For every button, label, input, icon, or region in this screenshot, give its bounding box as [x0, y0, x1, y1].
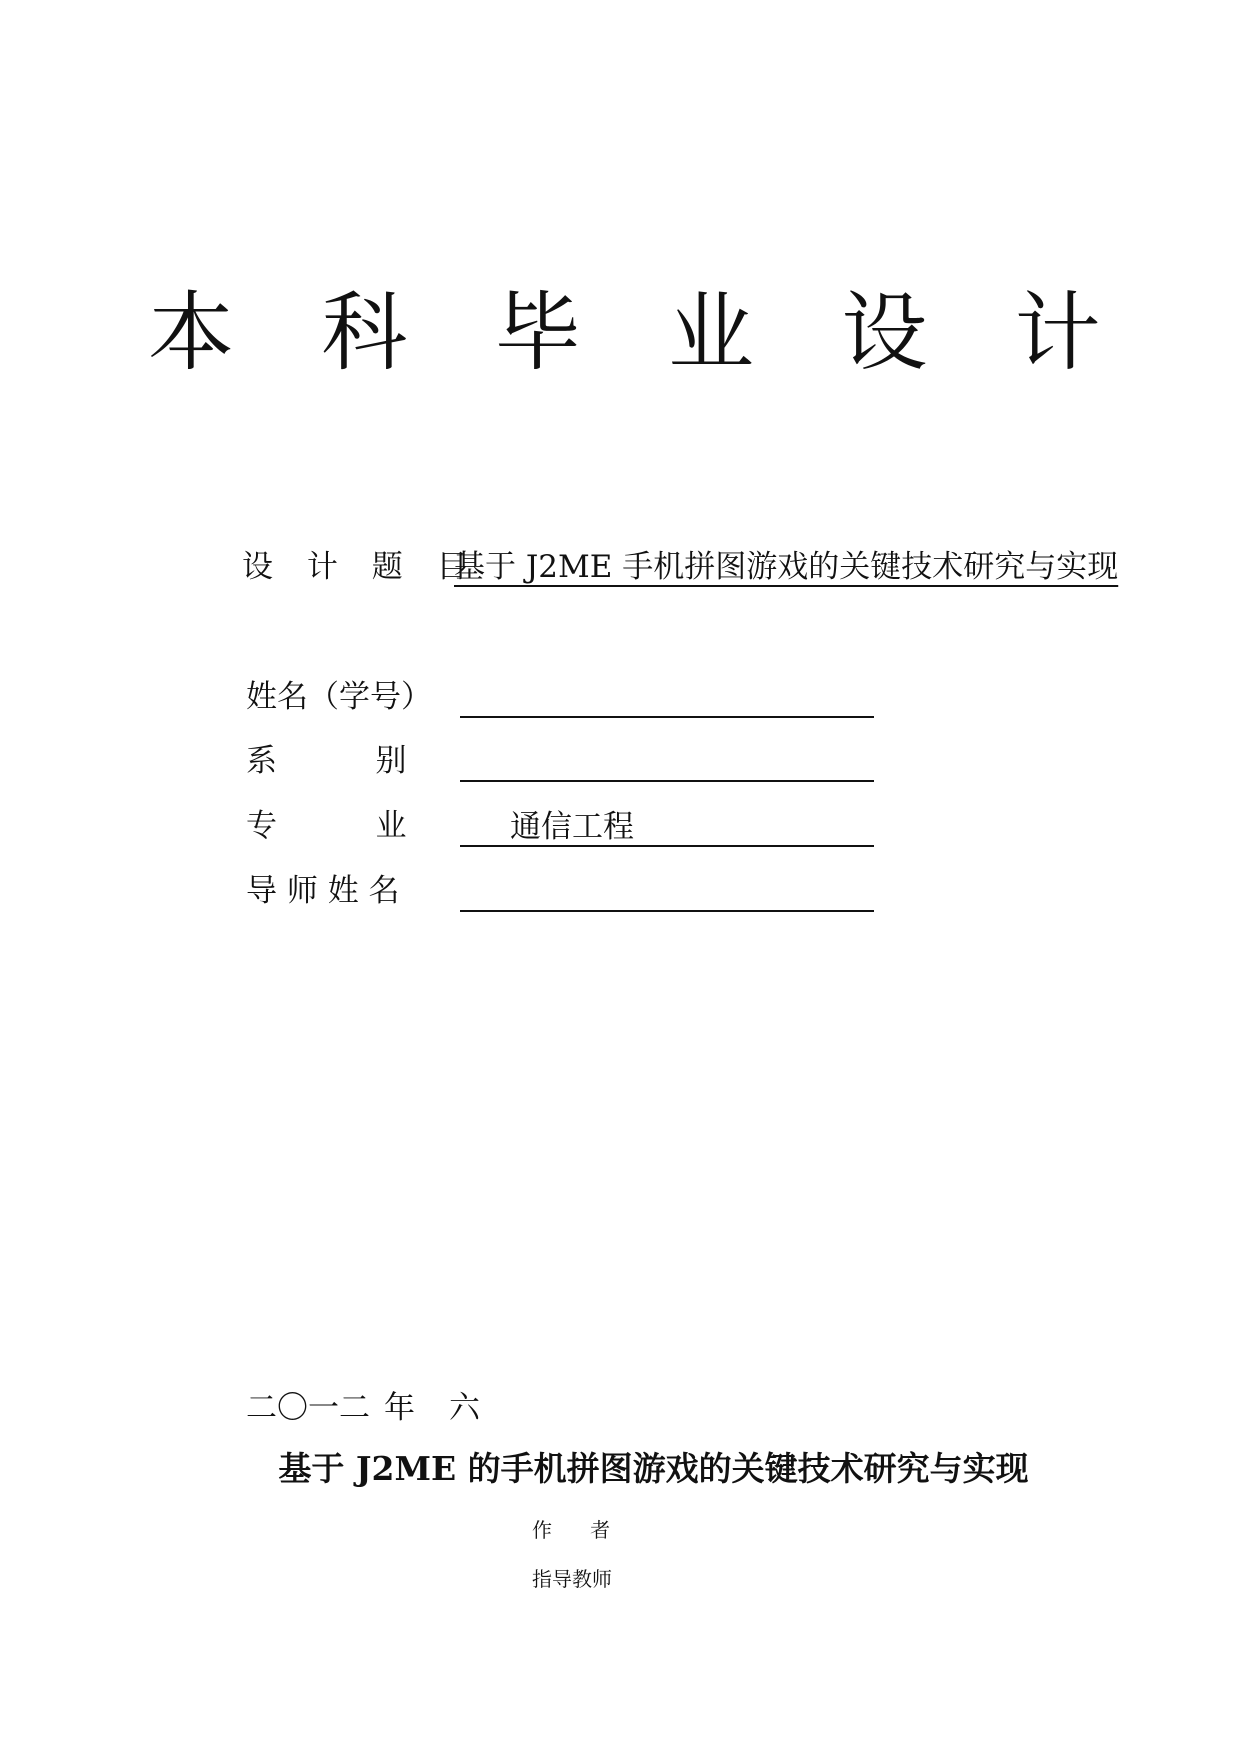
field-line-department: [460, 732, 874, 782]
cover-date: [246, 1390, 480, 1426]
field-label-advisor-text: 导 师 姓 名: [246, 873, 400, 909]
field-label-department: [246, 743, 428, 779]
author-label: 作 者: [532, 1518, 611, 1542]
date-year-char: 年: [384, 1390, 415, 1426]
field-line-name: [460, 668, 874, 718]
cover-main-title: 本 科 毕 业 设 计: [148, 283, 1131, 383]
date-month: 六: [449, 1390, 480, 1426]
field-label-department-text: 系 别: [246, 743, 407, 779]
field-line-major: [460, 797, 874, 847]
field-label-major: [246, 808, 428, 844]
abstract-title: 基于 J2ME 的手机拼图游戏的关键技术研究与实现: [278, 1449, 1029, 1488]
field-label-major-text: 专 业: [246, 808, 407, 844]
topic-value: 基于 J2ME 手机拼图游戏的关键技术研究与实现: [454, 549, 1119, 585]
field-label-name: [246, 679, 432, 715]
field-label-advisor: [246, 873, 428, 909]
advisor-label: 指导教师: [532, 1567, 612, 1591]
field-label-name-text: 姓名（学号）: [246, 679, 432, 715]
date-year: 二〇一二: [246, 1390, 370, 1426]
topic-label: 设 计 题 目: [242, 549, 480, 585]
field-value-major: 通信工程: [510, 809, 634, 845]
field-line-advisor: [460, 862, 874, 912]
